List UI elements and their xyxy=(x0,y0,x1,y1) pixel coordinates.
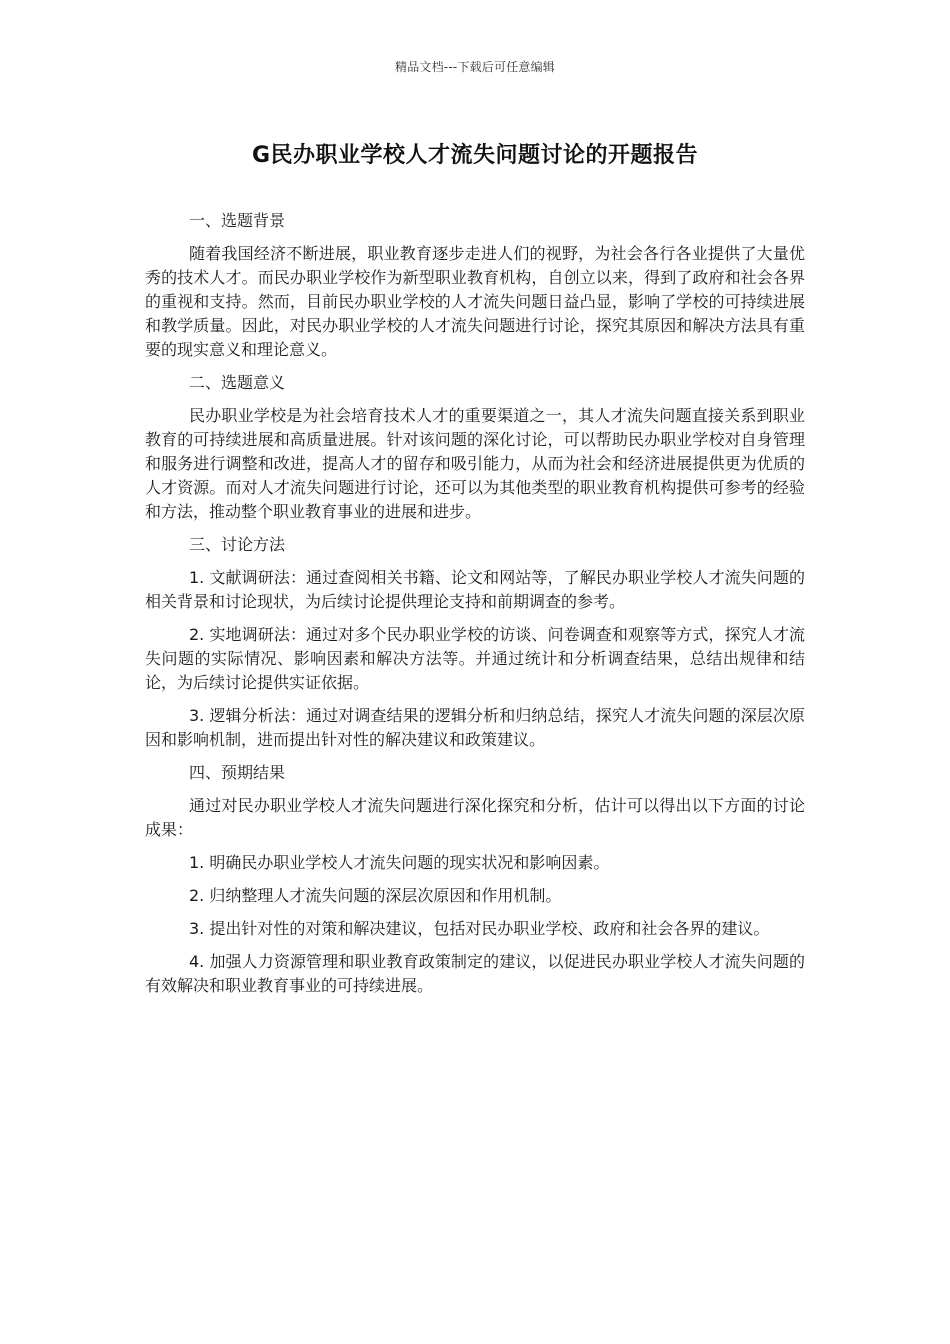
paragraph-method-logic: 3. 逻辑分析法：通过对调查结果的逻辑分析和归纳总结，探究人才流失问题的深层次原因和影响机制，进而提出针对性的解决建议和政策建议。 xyxy=(145,706,805,749)
paragraph-background: 随着我国经济不断进展，职业教育逐步走进人们的视野，为社会各行各业提供了大量优秀的技术人才。而民办职业学校作为新型职业教育机构，自创立以来，得到了政府和社会各界的重视和支持。然而，目前民办职业学校的人才流失问题日益凸显，影响了学校的可持续进展和教学质量。因此，对民办职业学校的人才流失问题进行讨论，探究其原因和解决方法具有重要的现实意义和理论意义。 xyxy=(145,244,805,359)
section-heading-significance: 二、选题意义 xyxy=(189,373,286,392)
paragraph-method-literature: 1. 文献调研法：通过查阅相关书籍、论文和网站等，了解民办职业学校人才流失问题的相关背景和讨论现状，为后续讨论提供理论支持和前期调查的参考。 xyxy=(145,568,805,611)
paragraph-results-intro: 通过对民办职业学校人才流失问题进行深化探究和分析，估计可以得出以下方面的讨论成果： xyxy=(145,796,805,839)
paragraph-significance: 民办职业学校是为社会培育技术人才的重要渠道之一，其人才流失问题直接关系到职业教育的可持续进展和高质量进展。针对该问题的深化讨论，可以帮助民办职业学校对自身管理和服务进行调整和改进，提高人才的留存和吸引能力，从而为社会和经济进展提供更为优质的人才资源。而对人才流失问题进行讨论，还可以为其他类型的职业教育机构提供可参考的经验和方法，推动整个职业教育事业的进展和进步。 xyxy=(145,406,805,521)
document-body xyxy=(145,209,805,1007)
document-title: G民办职业学校人才流失问题讨论的开题报告 xyxy=(251,143,699,168)
paragraph-result-3: 3. 提出针对性的对策和解决建议，包括对民办职业学校、政府和社会各界的建议。 xyxy=(189,919,770,938)
page-header-note: 精品文档---下载后可任意编辑 xyxy=(395,60,555,74)
paragraph-result-1: 1. 明确民办职业学校人才流失问题的现实状况和影响因素。 xyxy=(189,853,610,872)
section-heading-background: 一、选题背景 xyxy=(189,211,286,230)
paragraph-result-4: 4. 加强人力资源管理和职业教育政策制定的建议，以促进民办职业学校人才流失问题的有效解决和职业教育事业的可持续进展。 xyxy=(145,952,805,995)
section-heading-expected-results: 四、预期结果 xyxy=(189,763,286,782)
paragraph-result-2: 2. 归纳整理人才流失问题的深层次原因和作用机制。 xyxy=(189,886,562,905)
section-heading-methods: 三、讨论方法 xyxy=(189,535,286,554)
paragraph-method-fieldwork: 2. 实地调研法：通过对多个民办职业学校的访谈、问卷调查和观察等方式，探究人才流失问题的实际情况、影响因素和解决方法等。并通过统计和分析调查结果，总结出规律和结论，为后续讨论提供实证依据。 xyxy=(145,625,805,692)
